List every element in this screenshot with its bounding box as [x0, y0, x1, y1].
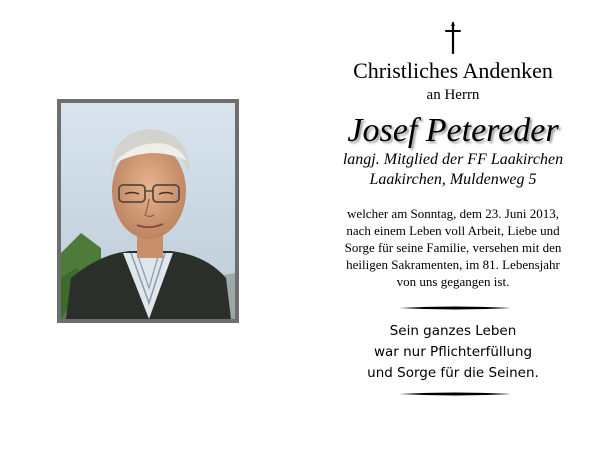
deceased-name: Josef Petereder [347, 112, 559, 149]
obituary-line: von uns gegangen ist. [396, 274, 510, 289]
memorial-heading: Christliches Andenken [353, 58, 553, 83]
obituary-text [322, 205, 584, 290]
obituary-line: heiligen Sakramenten, im 81. Lebensjahr [346, 257, 560, 272]
ornamental-divider-bottom [399, 391, 511, 397]
quote-line: war nur Pflichterfüllung [373, 344, 533, 360]
portrait-frame [57, 99, 239, 323]
portrait-photo [61, 103, 235, 319]
salutation: an Herrn [426, 87, 480, 103]
memorial-quote [322, 321, 584, 384]
quote-line: Sein ganzes Leben [389, 323, 517, 339]
obituary-line: welcher am Sonntag, dem 23. Juni 2013, [347, 206, 559, 221]
quote-line: und Sorge für die Seinen. [367, 365, 539, 381]
ornamental-divider-top [399, 305, 511, 311]
deceased-role: langj. Mitglied der FF Laakirchen [342, 151, 564, 168]
obituary-line: Sorge für seine Familie, versehen mit den [344, 240, 562, 255]
deceased-address: Laakirchen, Muldenweg 5 [369, 171, 537, 188]
cross-icon [437, 20, 469, 56]
obituary-line: nach einem Leben voll Arbeit, Liebe und [346, 223, 560, 238]
